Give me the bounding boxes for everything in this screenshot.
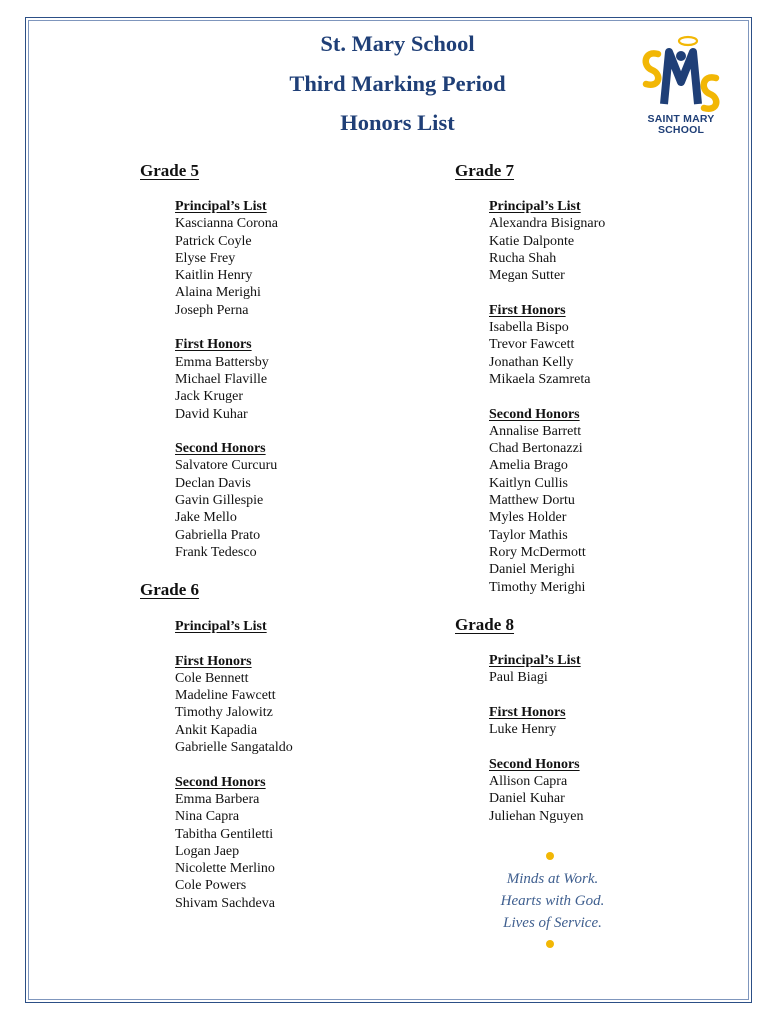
first-honors-heading: First Honors bbox=[175, 653, 252, 669]
grade-8-heading: Grade 8 bbox=[455, 615, 515, 634]
marking-period: Third Marking Period bbox=[289, 71, 506, 96]
list-item: Rucha Shah bbox=[489, 250, 557, 266]
list-item: Jake Mello bbox=[175, 510, 237, 526]
list-item: Nina Capra bbox=[175, 809, 240, 825]
list-item: Salvatore Curcuru bbox=[175, 458, 278, 474]
list-item: Gabriella Prato bbox=[175, 527, 261, 543]
list-item: Chad Bertonazzi bbox=[489, 441, 583, 457]
list-item: Allison Capra bbox=[489, 774, 568, 790]
list-item: Madeline Fawcett bbox=[175, 688, 276, 704]
list-item: Declan Davis bbox=[175, 475, 251, 491]
list-item: Jonathan Kelly bbox=[489, 354, 574, 370]
list-item: Alexandra Bisignaro bbox=[489, 216, 606, 232]
list-item: Daniel Kuhar bbox=[489, 791, 565, 807]
logo-line-1: SAINT MARY bbox=[647, 113, 715, 125]
grade-5-heading: Grade 5 bbox=[140, 161, 200, 180]
list-item: Daniel Merighi bbox=[489, 562, 575, 578]
list-item: Frank Tedesco bbox=[175, 544, 257, 560]
second-honors-heading: Second Honors bbox=[489, 406, 580, 422]
list-item: Emma Barbera bbox=[175, 791, 260, 807]
list-item: Trevor Fawcett bbox=[489, 337, 575, 353]
principals-list-heading: Principal’s List bbox=[175, 199, 267, 214]
first-honors-heading: First Honors bbox=[489, 302, 566, 318]
motto-line-3: Lives of Service. bbox=[503, 915, 602, 931]
motto-line-1: Minds at Work. bbox=[506, 871, 599, 887]
list-item: Cole Powers bbox=[175, 878, 247, 894]
list-item: Tabitha Gentiletti bbox=[175, 826, 274, 842]
list-item: Timothy Merighi bbox=[489, 579, 586, 595]
grade-7-heading: Grade 7 bbox=[455, 161, 515, 180]
grade-6-list bbox=[175, 618, 293, 912]
honors-list-title: Honors List bbox=[340, 110, 455, 135]
list-item: Taylor Mathis bbox=[489, 527, 568, 543]
school-logo bbox=[636, 32, 726, 137]
list-item: Annalise Barrett bbox=[489, 423, 582, 439]
second-honors-heading: Second Honors bbox=[175, 441, 266, 457]
list-item: Paul Biagi bbox=[489, 670, 548, 686]
list-item: Alaina Merighi bbox=[175, 285, 261, 301]
list-item: Cole Bennett bbox=[175, 670, 249, 686]
grade-7-list bbox=[489, 198, 605, 596]
list-item: Gabrielle Sangataldo bbox=[175, 740, 293, 756]
list-item: Kascianna Corona bbox=[175, 216, 279, 232]
page-border bbox=[25, 17, 752, 1003]
list-item: Michael Flaville bbox=[175, 371, 268, 387]
list-item: Logan Jaep bbox=[175, 843, 240, 859]
list-item: Luke Henry bbox=[489, 722, 557, 738]
list-item: Myles Holder bbox=[489, 510, 567, 526]
grade-8-list bbox=[489, 652, 583, 825]
second-honors-heading: Second Honors bbox=[175, 774, 266, 790]
list-item: David Kuhar bbox=[175, 406, 248, 422]
list-item: Patrick Coyle bbox=[175, 233, 252, 249]
list-item: Amelia Brago bbox=[489, 458, 568, 474]
list-item: Nicolette Merlino bbox=[175, 861, 275, 877]
list-item: Isabella Bispo bbox=[489, 320, 569, 336]
motto-line-2: Hearts with God. bbox=[500, 893, 605, 909]
list-item: Megan Sutter bbox=[489, 268, 565, 284]
list-item: Gavin Gillespie bbox=[175, 493, 264, 509]
list-item: Joseph Perna bbox=[175, 302, 249, 318]
list-item: Elyse Frey bbox=[175, 250, 236, 266]
first-honors-heading: First Honors bbox=[175, 337, 252, 353]
list-item: Matthew Dortu bbox=[489, 493, 575, 509]
list-item: Ankit Kapadia bbox=[175, 722, 258, 738]
school-motto bbox=[430, 868, 675, 934]
list-item: Mikaela Szamreta bbox=[489, 371, 591, 387]
principals-list-heading: Principal’s List bbox=[489, 199, 581, 214]
principals-list-heading: Principal’s List bbox=[175, 619, 267, 634]
list-item: Timothy Jalowitz bbox=[175, 705, 273, 721]
school-name: St. Mary School bbox=[320, 31, 475, 56]
list-item: Katie Dalponte bbox=[489, 233, 575, 249]
list-item: Juliehan Nguyen bbox=[489, 808, 584, 824]
list-item: Jack Kruger bbox=[175, 389, 244, 405]
gold-dot-top bbox=[546, 852, 554, 860]
list-item: Kaitlyn Cullis bbox=[489, 475, 568, 491]
list-item: Shivam Sachdeva bbox=[175, 895, 275, 911]
list-item: Kaitlin Henry bbox=[175, 268, 253, 284]
logo-line-2: SCHOOL bbox=[657, 124, 705, 136]
grade-5-list bbox=[175, 198, 278, 561]
grade-6-heading: Grade 6 bbox=[140, 580, 200, 599]
second-honors-heading: Second Honors bbox=[489, 756, 580, 772]
gold-dot-bottom bbox=[546, 940, 554, 948]
list-item: Emma Battersby bbox=[175, 354, 269, 370]
first-honors-heading: First Honors bbox=[489, 704, 566, 720]
list-item: Rory McDermott bbox=[489, 544, 586, 560]
principals-list-heading: Principal’s List bbox=[489, 653, 581, 668]
sms-monogram-icon bbox=[636, 32, 726, 114]
